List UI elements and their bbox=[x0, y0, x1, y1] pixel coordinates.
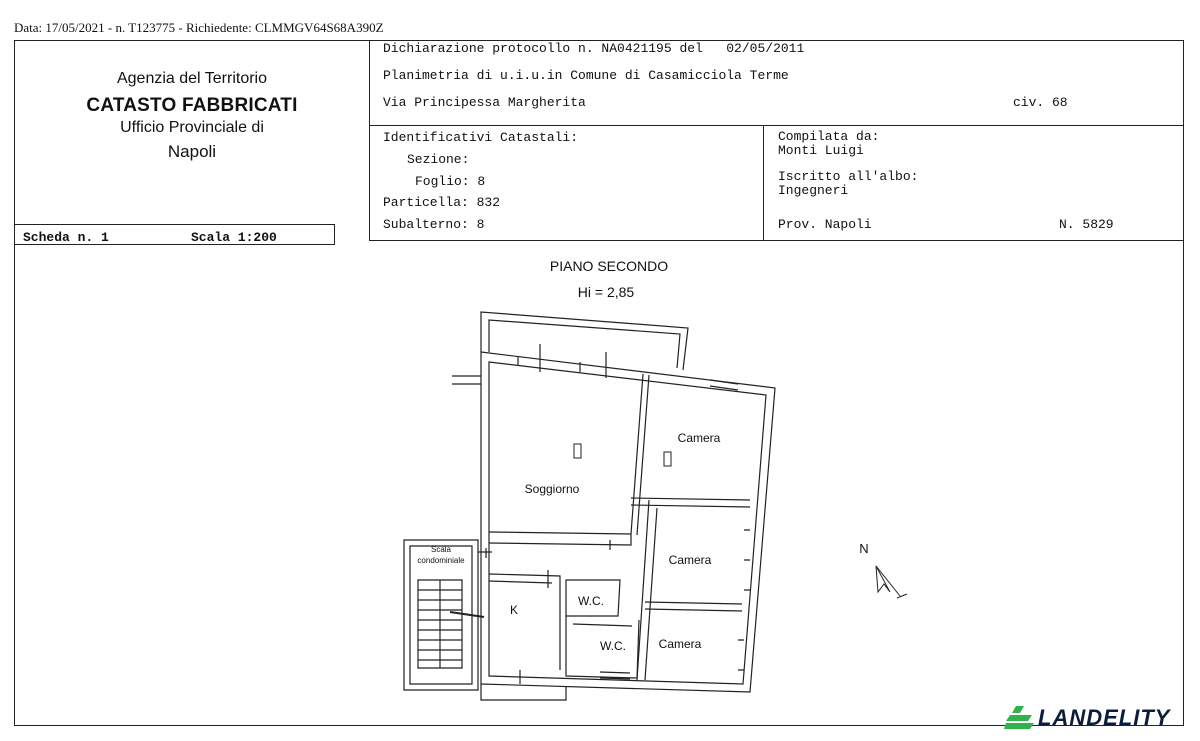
register-title: Iscritto all'albo: bbox=[778, 169, 919, 184]
room-label-k: K bbox=[509, 603, 519, 617]
landelity-logo-icon bbox=[1004, 704, 1038, 732]
register-value: Ingegneri bbox=[778, 183, 849, 198]
pillar-left bbox=[574, 444, 581, 458]
compiler-name: Monti Luigi bbox=[778, 143, 864, 158]
request-info-line: Data: 17/05/2021 - n. T123775 - Richiedente: CLMMGV64S68A390Z bbox=[14, 20, 384, 35]
stair-label-line1: Scala bbox=[430, 545, 452, 554]
north-arrow-icon bbox=[876, 566, 907, 598]
floor-title: PIANO SECONDO bbox=[549, 258, 669, 274]
room-label-soggiorno: Soggiorno bbox=[524, 482, 580, 496]
cadastral-identifiers-title: Identificativi Catastali: bbox=[383, 130, 579, 145]
plan-walls bbox=[404, 312, 775, 700]
catasto-title: CATASTO FABBRICATI bbox=[86, 95, 298, 116]
landelity-logo-text: LANDELITY bbox=[1038, 705, 1171, 730]
room-label-wc-1: W.C. bbox=[578, 594, 604, 608]
room-label-wc-2: W.C. bbox=[600, 639, 626, 653]
agency-name: Agenzia del Territorio bbox=[116, 70, 267, 87]
room-label-camera-3: Camera bbox=[658, 637, 702, 651]
stair-label-line2: condominiale bbox=[417, 556, 465, 565]
room-label-camera-2: Camera bbox=[668, 553, 712, 567]
street-address: Via Principessa Margherita bbox=[383, 95, 586, 110]
north-label: N bbox=[859, 541, 869, 556]
landelity-logo bbox=[1004, 703, 1194, 733]
subalterno-field: Subalterno: 8 bbox=[383, 217, 485, 232]
office-city: Napoli bbox=[167, 142, 217, 161]
floor-height: Hi = 2,85 bbox=[577, 284, 635, 300]
foglio-field: Foglio: 8 bbox=[415, 174, 486, 189]
scale-label: Scala 1:200 bbox=[191, 230, 277, 245]
sezione-field: Sezione: bbox=[407, 152, 470, 167]
pillar-right bbox=[664, 452, 671, 466]
protocol-declaration: Dichiarazione protocollo n. NA0421195 del 02/05/2011 bbox=[383, 41, 805, 56]
register-province: Prov. Napoli bbox=[778, 217, 872, 232]
office-label: Ufficio Provinciale di bbox=[120, 119, 264, 136]
register-number: N. 5829 bbox=[1059, 217, 1114, 232]
particella-field: Particella: 832 bbox=[383, 195, 501, 210]
civic-number: civ. 68 bbox=[1013, 95, 1068, 110]
sheet-number: Scheda n. 1 bbox=[23, 230, 109, 245]
room-label-camera-1: Camera bbox=[677, 431, 721, 445]
planimetry-municipality: Planimetria di u.i.u.in Comune di Casamicciola Terme bbox=[383, 68, 789, 83]
compiled-by-title: Compilata da: bbox=[778, 129, 880, 144]
